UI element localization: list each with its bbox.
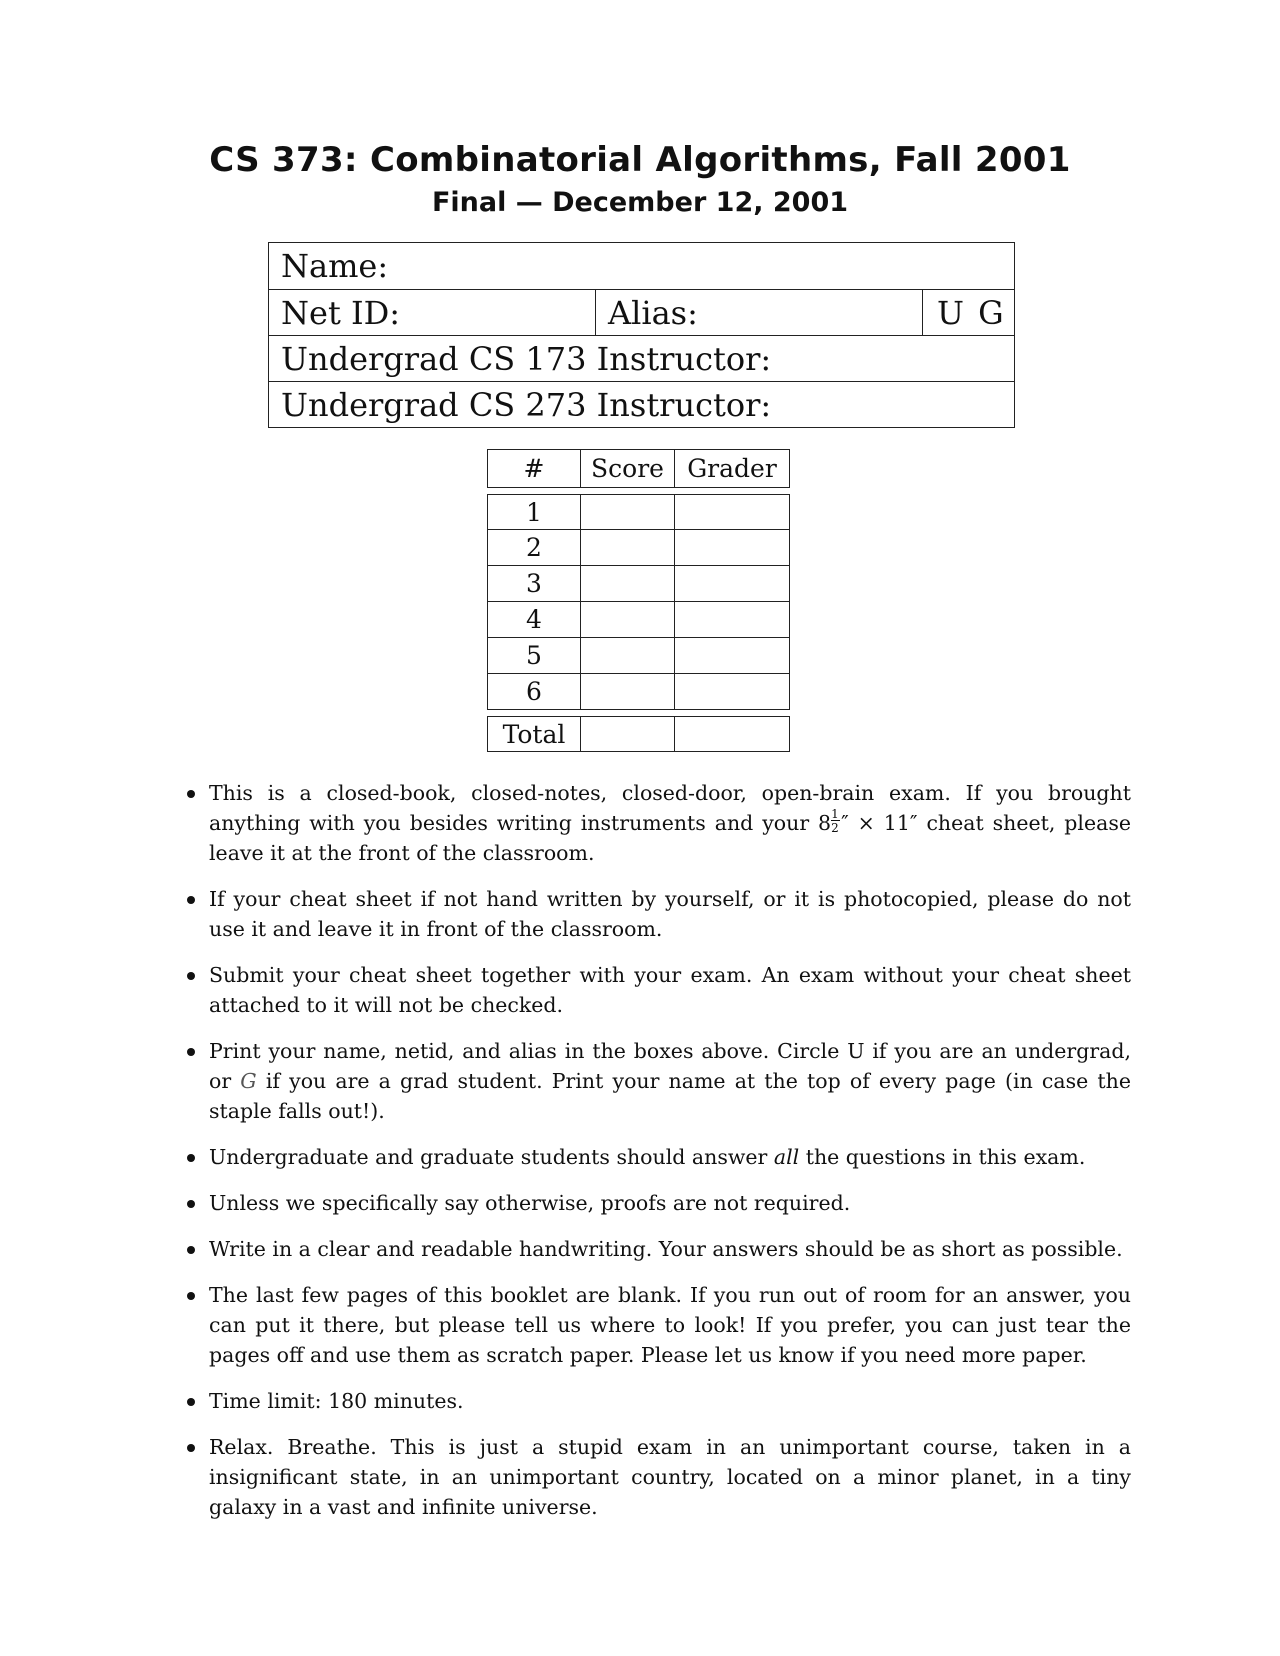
cs273-instructor-field[interactable]: Undergrad CS 273 Instructor: — [281, 385, 772, 424]
rule-text: Print your name, netid, and alias in the boxes above. Circle U if you are an undergrad, or — [209, 1039, 1131, 1093]
table-row — [487, 566, 790, 602]
total-label: Total — [487, 716, 581, 752]
list-item — [183, 778, 1131, 868]
problem-number: 5 — [487, 638, 581, 674]
table-row — [487, 530, 790, 566]
table-row — [487, 494, 790, 530]
score-cell[interactable] — [581, 566, 675, 602]
alias-field[interactable]: Alias: — [596, 290, 923, 335]
header-problem-number: # — [487, 449, 581, 488]
grader-cell[interactable] — [675, 674, 790, 710]
grader-cell[interactable] — [675, 638, 790, 674]
score-cell[interactable] — [581, 674, 675, 710]
total-row — [487, 716, 790, 752]
list-item — [183, 1142, 1131, 1172]
exam-instructions — [183, 778, 1131, 1538]
total-grader-cell[interactable] — [675, 716, 790, 752]
header-score: Score — [581, 449, 675, 488]
name-field[interactable]: Name: — [281, 247, 389, 285]
header-grader: Grader — [675, 449, 790, 488]
rule-text: This is a closed-book, closed-notes, closed-door, open-brain exam. If you brought anything with you besides writing instruments and your 8 — [209, 781, 1131, 835]
cs273-instructor-row — [269, 381, 1014, 427]
list-item: Write in a clear and readable handwriting. Your answers should be as short as possible. — [183, 1234, 1131, 1264]
score-table-header — [487, 449, 790, 488]
list-item: Time limit: 180 minutes. — [183, 1386, 1131, 1416]
list-item — [183, 1036, 1131, 1126]
table-row — [487, 638, 790, 674]
grader-cell[interactable] — [675, 494, 790, 530]
score-table — [487, 449, 790, 752]
score-cell[interactable] — [581, 530, 675, 566]
rule-text: ″ × 11″ cheat sheet, please leave it at the front of the classroom. — [209, 811, 1131, 865]
score-cell[interactable] — [581, 602, 675, 638]
emphasis-all: all — [773, 1145, 800, 1169]
table-row — [487, 674, 790, 710]
cs173-instructor-field[interactable]: Undergrad CS 173 Instructor: — [281, 339, 772, 378]
netid-field[interactable]: Net ID: — [269, 290, 596, 335]
rule-text: Undergraduate and graduate students should answer — [209, 1145, 774, 1169]
score-cell[interactable] — [581, 494, 675, 530]
problem-number: 3 — [487, 566, 581, 602]
total-score-cell[interactable] — [581, 716, 675, 752]
list-item: Unless we specifically say otherwise, proofs are not required. — [183, 1188, 1131, 1218]
rule-text: if you are a grad student. Print your name at the top of every page (in case the staple falls out!). — [209, 1069, 1131, 1123]
list-item: Submit your cheat sheet together with your exam. An exam without your cheat sheet attached to it will not be checked. — [183, 960, 1131, 1020]
grad-symbol: G — [240, 1069, 257, 1093]
grader-cell[interactable] — [675, 602, 790, 638]
exam-title: CS 373: Combinatorial Algorithms, Fall 2001 — [209, 140, 1071, 180]
grader-cell[interactable] — [675, 566, 790, 602]
list-item: Relax. Breathe. This is just a stupid exam in an unimportant course, taken in a insignificant state, in an unimportant country, located on a minor planet, in a tiny galaxy in a vast and infinite universe. — [183, 1432, 1131, 1522]
rule-text: the questions in this exam. — [799, 1145, 1086, 1169]
student-info-table — [268, 242, 1015, 428]
problem-number: 1 — [487, 494, 581, 530]
problem-number: 6 — [487, 674, 581, 710]
list-item: The last few pages of this booklet are blank. If you run out of room for an answer, you can put it there, but please tell us where to look! If you prefer, you can just tear the pages off and use them as scratch paper. Please let us know if you need more paper. — [183, 1280, 1131, 1370]
list-item: If your cheat sheet if not hand written by yourself, or it is photocopied, please do not use it and leave it in front of the classroom. — [183, 884, 1131, 944]
netid-alias-row — [269, 289, 1014, 335]
undergrad-grad-choice[interactable]: U G — [937, 293, 1006, 332]
grader-cell[interactable] — [675, 530, 790, 566]
name-row — [269, 243, 1014, 289]
cs173-instructor-row — [269, 335, 1014, 381]
problem-number: 4 — [487, 602, 581, 638]
table-row — [487, 602, 790, 638]
one-half-fraction: 1 2 — [831, 808, 841, 834]
problem-number: 2 — [487, 530, 581, 566]
exam-subtitle: Final — December 12, 2001 — [431, 187, 849, 218]
score-cell[interactable] — [581, 638, 675, 674]
